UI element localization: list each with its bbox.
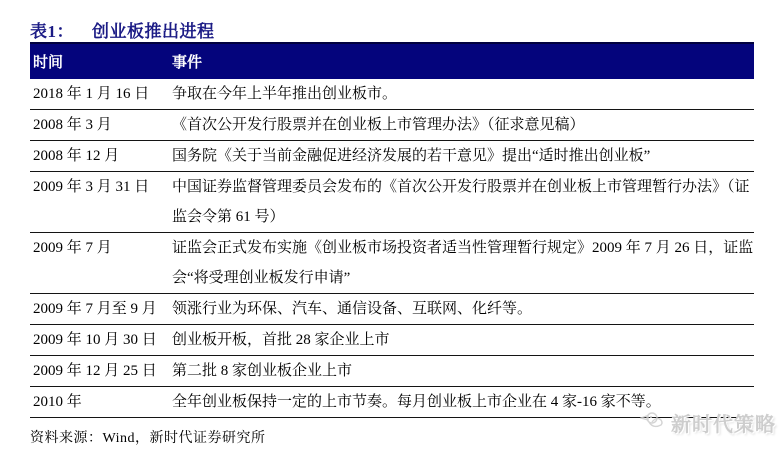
row-time: 2009 年 12 月 25 日	[33, 363, 157, 379]
row-event: 中国证券监督管理委员会发布的《首次公开发行股票并在创业板上市管理暂行办法》（证监会令第 61 号）	[172, 179, 750, 225]
table-row	[30, 233, 754, 294]
watermark-text: 新时代策略	[671, 414, 776, 436]
row-event: 创业板开板，首批 28 家企业上市	[172, 332, 390, 348]
row-time: 2018 年 1 月 16 日	[33, 86, 150, 102]
table-title-text: 创业板推出进程	[92, 21, 215, 41]
row-time: 2009 年 7 月至 9 月	[33, 301, 157, 317]
table-row	[30, 110, 754, 141]
table-row	[30, 294, 754, 325]
table-header-row	[30, 42, 754, 79]
row-event: 第二批 8 家创业板企业上市	[172, 363, 353, 379]
bird-icon	[640, 408, 666, 437]
row-event: 全年创业板保持一定的上市节奏。每月创业板上市企业在 4 家-16 家不等。	[172, 394, 661, 410]
row-time: 2010 年	[33, 394, 82, 410]
source-note: 资料来源：Wind，新时代证券研究所	[30, 431, 266, 446]
row-time: 2009 年 10 月 30 日	[33, 332, 157, 348]
watermark	[640, 408, 776, 437]
table-title	[30, 16, 754, 42]
table-row	[30, 141, 754, 172]
row-event: 《首次公开发行股票并在创业板上市管理办法》（征求意见稿）	[172, 117, 585, 133]
row-time: 2008 年 3 月	[33, 117, 112, 133]
row-event: 证监会正式发布实施《创业板市场投资者适当性管理暂行规定》2009 年 7 月 26 日，证监会“将受理创业板发行申请”	[172, 240, 754, 286]
table-label: 表1：	[30, 21, 74, 41]
column-header-event: 事件	[172, 55, 203, 71]
column-header-time: 时间	[33, 55, 64, 71]
row-time: 2008 年 12 月	[33, 148, 120, 164]
table-row	[30, 172, 754, 233]
row-event: 领涨行业为环保、汽车、通信设备、互联网、化纤等。	[172, 301, 533, 317]
table-row	[30, 79, 754, 110]
row-event: 争取在今年上半年推出创业板市。	[172, 86, 398, 102]
row-time: 2009 年 3 月 31 日	[33, 179, 150, 195]
report-table	[30, 0, 754, 447]
table-row	[30, 325, 754, 356]
row-time: 2009 年 7 月	[33, 240, 112, 256]
row-event: 国务院《关于当前金融促进经济发展的若干意见》提出“适时推出创业板”	[172, 148, 651, 164]
table-row	[30, 356, 754, 387]
